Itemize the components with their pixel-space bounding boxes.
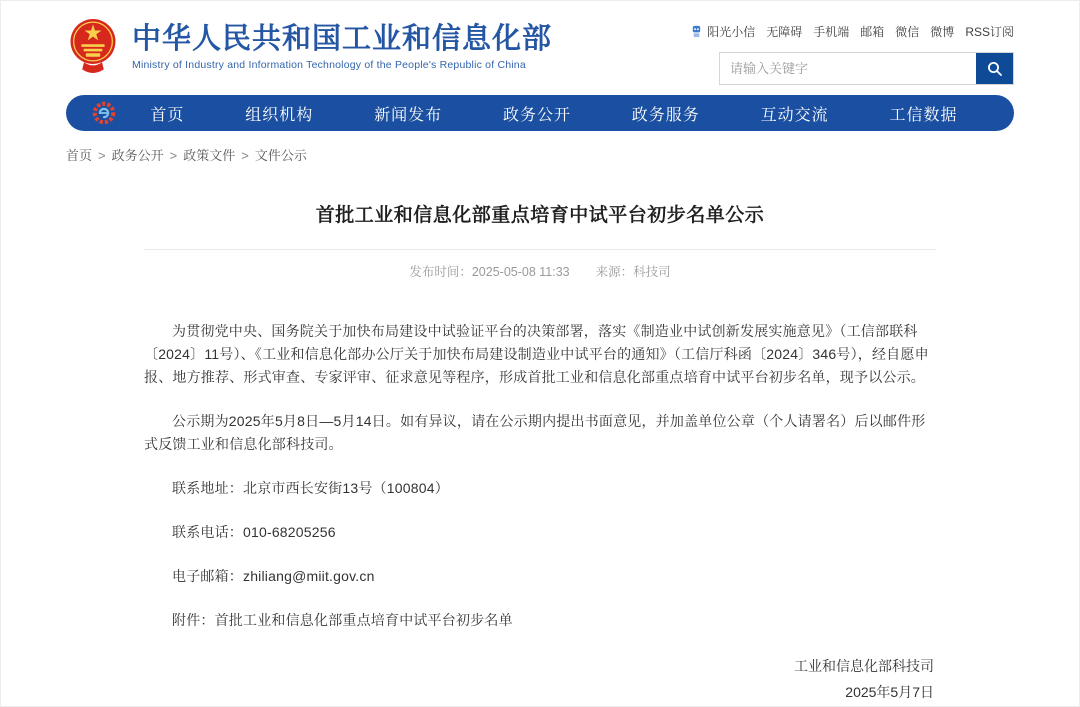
nav-item-interaction[interactable]: 互动交流: [760, 106, 829, 124]
nav-item-miit-data[interactable]: 工信数据: [889, 106, 958, 124]
site-title: 中华人民共和国工业和信息化部: [132, 22, 553, 55]
wechat-link[interactable]: 微信: [895, 25, 920, 39]
top-links: [690, 23, 1014, 40]
search-box: [719, 52, 1014, 85]
contact-address: 联系地址：北京市西长安街13号（100804）: [172, 480, 449, 496]
article-title: 首批工业和信息化部重点培育中试平台初步名单公示: [315, 205, 765, 226]
source-label: 来源：: [595, 265, 634, 279]
mail-link[interactable]: 邮箱: [860, 25, 885, 39]
article-body: [144, 320, 936, 632]
nav-item-news[interactable]: 新闻发布: [374, 106, 443, 124]
article-signature: [144, 653, 936, 705]
nav-item-organization[interactable]: 组织机构: [245, 106, 314, 124]
breadcrumb-gov-disclosure[interactable]: 政务公开: [111, 148, 164, 163]
site-subtitle: Ministry of Industry and Information Technology of the People's Republic of China: [132, 58, 526, 71]
nav-item-home[interactable]: 首页: [150, 106, 185, 124]
publish-time-label: 发布时间：: [409, 265, 472, 279]
miit-gear-logo-icon: [92, 101, 116, 125]
attachment-link[interactable]: 附件：首批工业和信息化部重点培育中试平台初步名单: [172, 612, 513, 628]
article-meta: [144, 250, 936, 294]
header-right: [707, 17, 1014, 85]
article: [144, 164, 936, 705]
nav-item-gov-disclosure[interactable]: 政务公开: [502, 106, 571, 124]
search-input[interactable]: [720, 53, 976, 84]
site-brand: [66, 17, 552, 75]
paragraph-publicity-period: 公示期为2025年5月8日—5月14日。如有异议，请在公示期内提出书面意见，并加盖单位公章（个人请署名）后以邮件形式反馈工业和信息化部科技司。: [144, 413, 926, 452]
national-emblem-icon: [66, 17, 120, 75]
signature-date: 2025年5月7日: [845, 684, 934, 700]
breadcrumb-document-publicity[interactable]: 文件公示: [254, 148, 307, 163]
signature-department: 工业和信息化部科技司: [794, 658, 934, 674]
breadcrumb-separator: >: [169, 148, 178, 163]
breadcrumb-separator: >: [98, 148, 106, 163]
mobile-link[interactable]: 手机端: [813, 25, 850, 39]
publish-time-value: 2025-05-08 11:33: [471, 265, 570, 279]
breadcrumb: [66, 145, 1014, 164]
main-nav: [66, 95, 1014, 131]
source-value: 科技司: [633, 265, 671, 279]
site-header: [1, 1, 1079, 85]
contact-phone: 联系电话：010-68205256: [172, 524, 336, 540]
nav-items: [120, 102, 988, 125]
search-button[interactable]: [976, 53, 1013, 84]
assistant-label: 阳光小信: [707, 25, 756, 39]
assistant-link[interactable]: [690, 23, 755, 40]
nav-item-gov-services[interactable]: 政务服务: [631, 106, 700, 124]
search-icon: [987, 61, 1003, 77]
brand-text: [132, 22, 552, 71]
rss-link[interactable]: RSS订阅: [965, 25, 1014, 39]
accessibility-link[interactable]: 无障碍: [766, 25, 803, 39]
paragraph-intro: 为贯彻党中央、国务院关于加快布局建设中试验证平台的决策部署，落实《制造业中试创新发展实施意见》（工信部联科〔2024〕11号）、《工业和信息化部办公厅关于加快布局建设制造业中试平台的通知》（工信厅科函〔2024〕346号），经自愿申报、地方推荐、形式审查、专家评审、征求意见等程序，形成首批工业和信息化部重点培育中试平台初步名单，现予以公示。: [144, 323, 929, 385]
breadcrumb-home[interactable]: 首页: [66, 148, 93, 163]
breadcrumb-policy-documents[interactable]: 政策文件: [183, 148, 236, 163]
weibo-link[interactable]: 微博: [930, 25, 955, 39]
contact-email: 电子邮箱：zhiliang@miit.gov.cn: [172, 568, 375, 584]
assistant-robot-icon: [690, 25, 703, 38]
breadcrumb-separator: >: [241, 148, 249, 163]
